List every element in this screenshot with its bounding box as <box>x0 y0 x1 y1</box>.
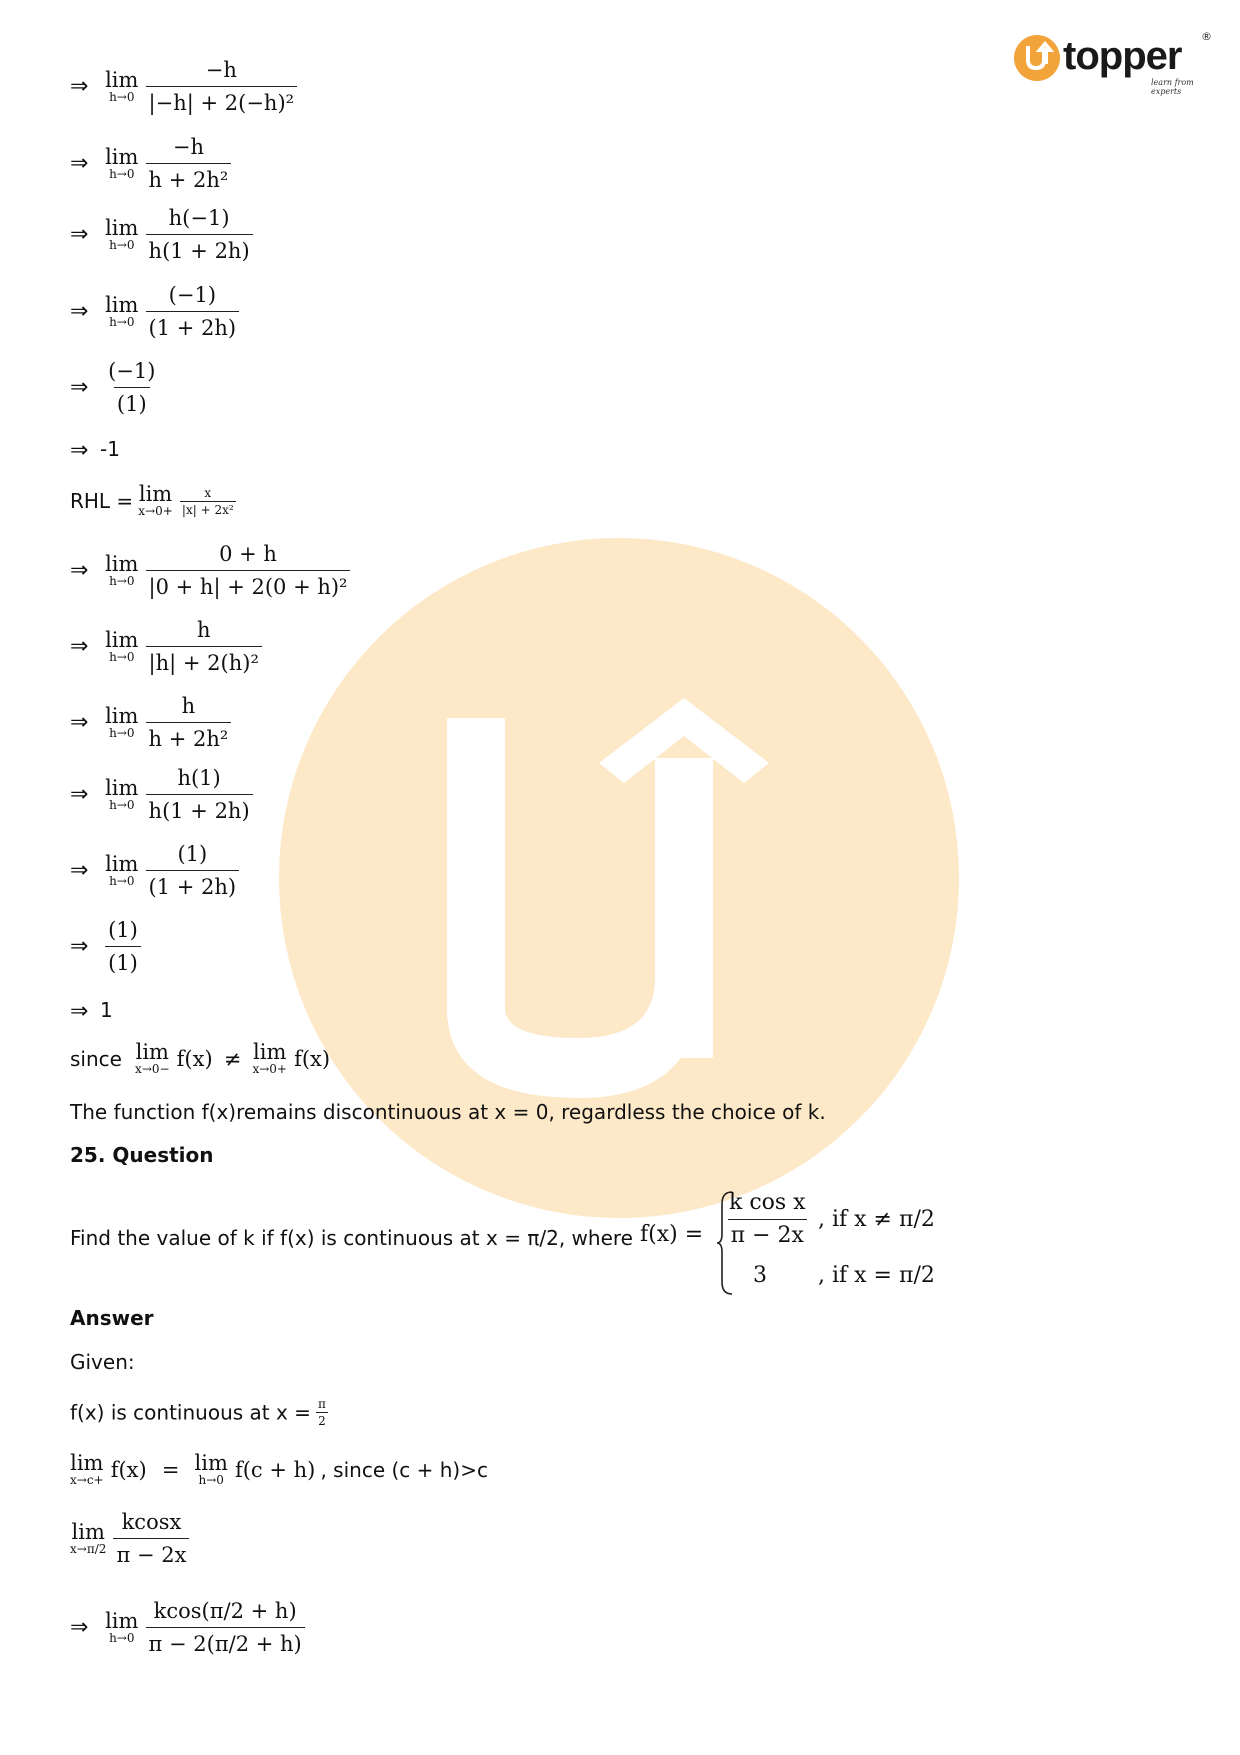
denominator: (1 + 2h) <box>146 311 240 341</box>
question-heading: 25. Question <box>70 1143 214 1167</box>
brand-registered: ® <box>1201 30 1212 43</box>
rhl-result: 1 <box>100 998 113 1022</box>
pi-over-two: $\frac{\pi}{2}$ <box>318 1397 326 1428</box>
answer-heading: Answer <box>70 1306 154 1330</box>
piecewise-fraction <box>726 1190 809 1249</box>
limit-operator: lim x→0+ <box>252 1040 287 1076</box>
limit-operator: lim x→π/2 <box>70 1519 107 1556</box>
since-statement <box>70 1042 330 1076</box>
fraction <box>113 1509 189 1568</box>
not-equal-sign: ≠ <box>223 1047 242 1071</box>
fraction <box>146 57 298 116</box>
numerator: (−1) <box>168 283 217 307</box>
implies-arrow: ⇒ <box>70 999 89 1024</box>
limit-operator: lim h→0 <box>105 215 139 252</box>
brand-tagline: learn from experts <box>1151 78 1194 96</box>
numerator: k cos x <box>729 1190 806 1215</box>
fraction <box>180 485 236 518</box>
math-step <box>70 841 239 900</box>
limit-definition <box>70 1453 488 1487</box>
math-step <box>70 1509 189 1568</box>
implies-arrow: ⇒ <box>70 782 89 807</box>
denominator: h(1 + 2h) <box>146 794 253 824</box>
numerator: (1) <box>108 918 138 942</box>
numerator: (−1) <box>108 359 156 383</box>
limit-operator: lim h→0 <box>105 144 139 181</box>
math-step <box>70 205 253 264</box>
function-fch: f(c + h) <box>234 1458 316 1482</box>
implies-arrow: ⇒ <box>70 438 89 463</box>
math-step <box>70 282 239 341</box>
math-step-result <box>70 998 113 1024</box>
since-word: since <box>70 1047 122 1071</box>
math-step <box>70 358 158 417</box>
limit-operator: lim h→0 <box>105 851 139 888</box>
limit-operator: lim h→0 <box>105 703 139 740</box>
denominator: |−h| + 2(−h)² <box>146 86 298 116</box>
case1-condition: , if x ≠ π/2 <box>818 1207 935 1232</box>
math-step <box>70 765 253 824</box>
denominator: h + 2h² <box>146 163 232 193</box>
continuity-statement <box>70 1396 328 1429</box>
limit-operator: lim h→0 <box>105 67 139 104</box>
conclusion-text: The function f(x)remains discontinuous at x = 0, regardless the choice of k. <box>70 1100 826 1124</box>
case2-condition: , if x = π/2 <box>818 1263 935 1288</box>
denominator: (1) <box>105 946 141 976</box>
question-text: Find the value of k if f(x) is continuous at x = π/2, where <box>70 1226 633 1250</box>
math-step <box>70 134 231 193</box>
math-step <box>70 541 350 600</box>
numerator: h <box>181 694 196 718</box>
math-step <box>70 617 262 676</box>
denominator: π − 2x <box>728 1219 807 1249</box>
rhl-definition <box>70 484 236 518</box>
numerator: h <box>196 618 211 642</box>
limit-operator: lim h→0 <box>105 551 139 588</box>
denominator: |h| + 2(h)² <box>146 646 262 676</box>
fraction <box>146 134 232 193</box>
numerator: −h <box>205 58 237 82</box>
implies-arrow: ⇒ <box>70 710 89 735</box>
fraction <box>146 617 262 676</box>
fraction <box>146 765 253 824</box>
numerator: (1) <box>177 842 208 866</box>
fraction <box>105 917 141 976</box>
limit-operator: lim h→0 <box>194 1451 228 1487</box>
brand-name: topper <box>1063 34 1182 78</box>
denominator: π − 2x <box>113 1538 189 1568</box>
equals-sign: = <box>161 1458 180 1482</box>
rhl-label: RHL = <box>70 489 134 513</box>
denominator: (1 + 2h) <box>146 870 240 900</box>
denominator: (1) <box>114 387 150 417</box>
math-step <box>70 57 297 116</box>
limit-operator: lim x→0+ <box>138 482 173 518</box>
numerator: kcos(π/2 + h) <box>153 1599 297 1623</box>
numerator: 0 + h <box>219 542 277 566</box>
limit-operator: lim h→0 <box>105 775 139 812</box>
function-fx: f(x) <box>294 1047 331 1071</box>
math-step <box>70 1598 305 1657</box>
function-label: f(x) = <box>640 1222 704 1247</box>
numerator: x <box>204 485 212 500</box>
numerator: kcosx <box>121 1510 182 1534</box>
denominator: h + 2h² <box>146 722 232 752</box>
continuity-text: f(x) is continuous at x = <box>70 1400 311 1425</box>
implies-arrow: ⇒ <box>70 222 89 247</box>
denominator: |x| + 2x² <box>181 502 234 517</box>
implies-arrow: ⇒ <box>70 634 89 659</box>
implies-arrow: ⇒ <box>70 858 89 883</box>
math-step-result <box>70 437 120 463</box>
implies-arrow: ⇒ <box>70 375 89 400</box>
limit-operator: lim h→0 <box>105 1608 139 1645</box>
math-step <box>70 917 141 976</box>
function-fx: f(x) <box>176 1047 213 1071</box>
fraction <box>146 841 240 900</box>
numerator: −h <box>172 135 204 159</box>
fraction <box>146 282 240 341</box>
numerator: h(−1) <box>168 206 230 230</box>
since-condition: , since (c + h)>c <box>320 1458 488 1482</box>
fraction <box>146 205 253 264</box>
implies-arrow: ⇒ <box>70 558 89 583</box>
implies-arrow: ⇒ <box>70 74 89 99</box>
denominator: |0 + h| + 2(0 + h)² <box>146 570 351 600</box>
denominator: h(1 + 2h) <box>146 234 253 264</box>
limit-operator: lim x→0− <box>135 1040 170 1076</box>
implies-arrow: ⇒ <box>70 1615 89 1640</box>
given-label: Given: <box>70 1350 135 1374</box>
fraction <box>146 693 232 752</box>
fraction <box>146 541 351 600</box>
fraction <box>146 1598 305 1657</box>
limit-operator: lim h→0 <box>105 292 139 329</box>
denominator: π − 2(π/2 + h) <box>146 1627 305 1657</box>
case2-value: 3 <box>753 1263 767 1288</box>
limit-operator: lim x→c+ <box>70 1451 104 1487</box>
implies-arrow: ⇒ <box>70 299 89 324</box>
numerator: h(1) <box>177 766 221 790</box>
fraction <box>105 358 158 417</box>
lhl-result: -1 <box>100 437 120 461</box>
math-step <box>70 693 231 752</box>
limit-operator: lim h→0 <box>105 627 139 664</box>
implies-arrow: ⇒ <box>70 934 89 959</box>
implies-arrow: ⇒ <box>70 151 89 176</box>
brand-logo <box>1013 30 1213 96</box>
function-fx: f(x) <box>110 1458 147 1482</box>
